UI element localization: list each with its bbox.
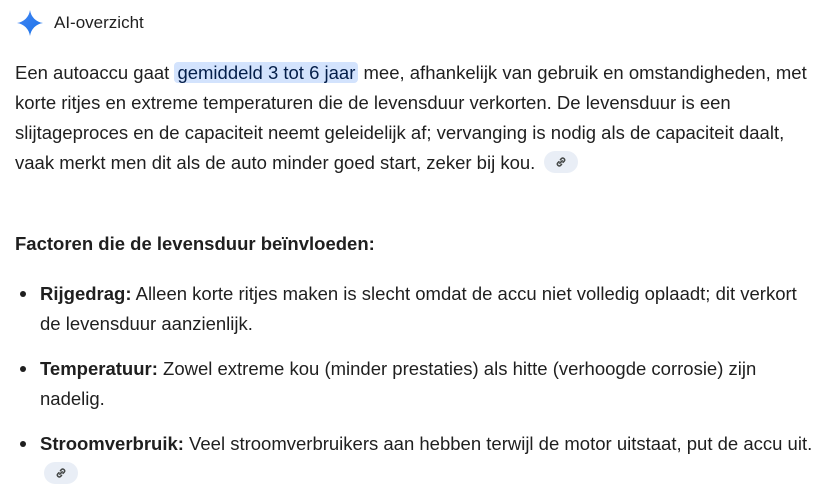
link-icon bbox=[54, 466, 68, 480]
ai-overview-title: AI-overzicht bbox=[54, 13, 144, 32]
gemini-spark-icon bbox=[16, 9, 44, 37]
intro-text-start: Een autoaccu gaat bbox=[15, 62, 175, 83]
ai-overview-content bbox=[15, 58, 815, 454]
factor-text: Zowel extreme kou (minder prestaties) als hitte (verhoogde corrosie) zijn nadelig. bbox=[40, 358, 757, 409]
factor-term: Stroomverbruik: bbox=[40, 433, 184, 454]
bullet-icon bbox=[20, 441, 26, 447]
intro-paragraph bbox=[15, 58, 815, 178]
source-link-button[interactable] bbox=[544, 151, 578, 173]
factor-text: Alleen korte ritjes maken is slecht omdat de accu niet volledig oplaadt; dit verkort de levensduur aanzienlijk. bbox=[40, 283, 797, 334]
list-item bbox=[15, 354, 815, 414]
source-link-button[interactable] bbox=[44, 462, 78, 484]
bullet-icon bbox=[20, 366, 26, 372]
list-item bbox=[15, 279, 815, 339]
bullet-icon bbox=[20, 291, 26, 297]
factor-term: Temperatuur: bbox=[40, 358, 158, 379]
factors-list bbox=[15, 279, 815, 502]
factor-term: Rijgedrag: bbox=[40, 283, 132, 304]
list-item bbox=[15, 429, 815, 489]
factors-heading: Factoren die de levensduur beïnvloeden: bbox=[15, 233, 375, 254]
intro-text-rest: mee, afhankelijk van gebruik en omstandigheden, met korte ritjes en extreme temperaturen die de levensduur verkorten. De levensduur is een slijtageproces en de capaciteit neemt geleidelijk af; vervanging is nodig als de capaciteit daalt, vaak merkt men dit als de auto minder goed start, zeker bij kou. bbox=[15, 62, 807, 173]
highlighted-phrase[interactable]: gemiddeld 3 tot 6 jaar bbox=[174, 62, 358, 83]
factor-text: Veel stroomverbruikers aan hebben terwijl de motor uitstaat, put de accu uit. bbox=[183, 433, 813, 454]
link-icon bbox=[554, 155, 568, 169]
ai-overview-header bbox=[16, 8, 144, 38]
